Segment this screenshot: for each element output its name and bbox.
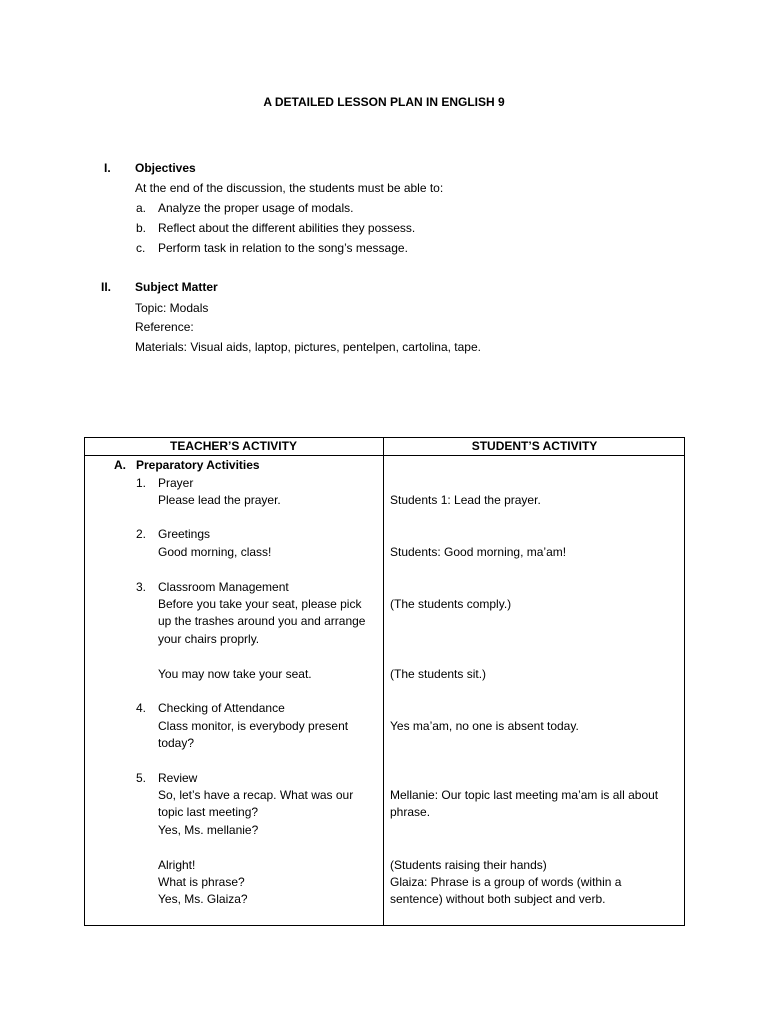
- teacher-line: So, let’s have a recap. What was our: [158, 788, 354, 802]
- teacher-line: Class monitor, is everybody present: [158, 719, 349, 733]
- step-label: Classroom Management: [158, 580, 289, 594]
- section-letter: A.: [114, 458, 126, 472]
- step-label: Review: [158, 771, 198, 785]
- student-line: sentence) without both subject and verb.: [390, 892, 606, 906]
- objective-item: Reflect about the different abilities they possess.: [158, 221, 416, 235]
- step-number: 5.: [136, 771, 147, 785]
- teacher-line: today?: [158, 736, 195, 750]
- student-line: Glaiza: Phrase is a group of words (within a: [390, 875, 622, 889]
- teacher-line: Good morning, class!: [158, 545, 272, 559]
- student-line: (Students raising their hands): [390, 858, 547, 872]
- teacher-line: Please lead the prayer.: [158, 493, 281, 507]
- table-header-divider: [84, 455, 685, 456]
- subject-reference: Reference:: [135, 320, 194, 334]
- objectives-numeral: I.: [104, 161, 111, 175]
- teacher-line: Yes, Ms. Glaiza?: [158, 892, 248, 906]
- objective-letter: b.: [136, 221, 147, 235]
- student-line: (The students comply.): [390, 597, 512, 611]
- subject-topic: Topic: Modals: [135, 301, 209, 315]
- teacher-line: Before you take your seat, please pick: [158, 597, 362, 611]
- student-line: Yes ma’am, no one is absent today.: [390, 719, 579, 733]
- step-label: Prayer: [158, 476, 194, 490]
- objectives-heading: Objectives: [135, 161, 196, 175]
- section-label: Preparatory Activities: [136, 458, 260, 472]
- subject-materials: Materials: Visual aids, laptop, pictures, pentelpen, cartolina, tape.: [135, 340, 481, 354]
- subject-matter-heading: Subject Matter: [135, 280, 218, 294]
- activity-table: [84, 437, 685, 926]
- teacher-activity-header: TEACHER’S ACTIVITY: [170, 439, 297, 453]
- teacher-line: What is phrase?: [158, 875, 245, 889]
- teacher-line: topic last meeting?: [158, 805, 259, 819]
- step-number: 4.: [136, 701, 147, 715]
- step-label: Greetings: [158, 527, 211, 541]
- student-line: phrase.: [390, 805, 431, 819]
- teacher-line: up the trashes around you and arrange: [158, 614, 366, 628]
- subject-matter-numeral: II.: [101, 280, 112, 294]
- table-column-divider: [383, 437, 384, 926]
- teacher-line: Yes, Ms. mellanie?: [158, 823, 259, 837]
- teacher-line: Alright!: [158, 858, 196, 872]
- student-activity-header: STUDENT’S ACTIVITY: [471, 439, 598, 453]
- document-title: A DETAILED LESSON PLAN IN ENGLISH 9: [263, 95, 505, 109]
- objective-letter: c.: [136, 241, 146, 255]
- student-line: Students: Good morning, ma’am!: [390, 545, 567, 559]
- step-number: 3.: [136, 580, 147, 594]
- step-label: Checking of Attendance: [158, 701, 285, 715]
- objectives-intro: At the end of the discussion, the students must be able to:: [135, 181, 444, 195]
- objective-letter: a.: [136, 201, 147, 215]
- teacher-line: You may now take your seat.: [158, 667, 312, 681]
- step-number: 1.: [136, 476, 147, 490]
- step-number: 2.: [136, 527, 147, 541]
- objective-item: Analyze the proper usage of modals.: [158, 201, 354, 215]
- teacher-line: your chairs proprly.: [158, 632, 260, 646]
- student-line: (The students sit.): [390, 667, 487, 681]
- objective-item: Perform task in relation to the song’s message.: [158, 241, 408, 255]
- student-line: Mellanie: Our topic last meeting ma’am is all about: [390, 788, 659, 802]
- student-line: Students 1: Lead the prayer.: [390, 493, 541, 507]
